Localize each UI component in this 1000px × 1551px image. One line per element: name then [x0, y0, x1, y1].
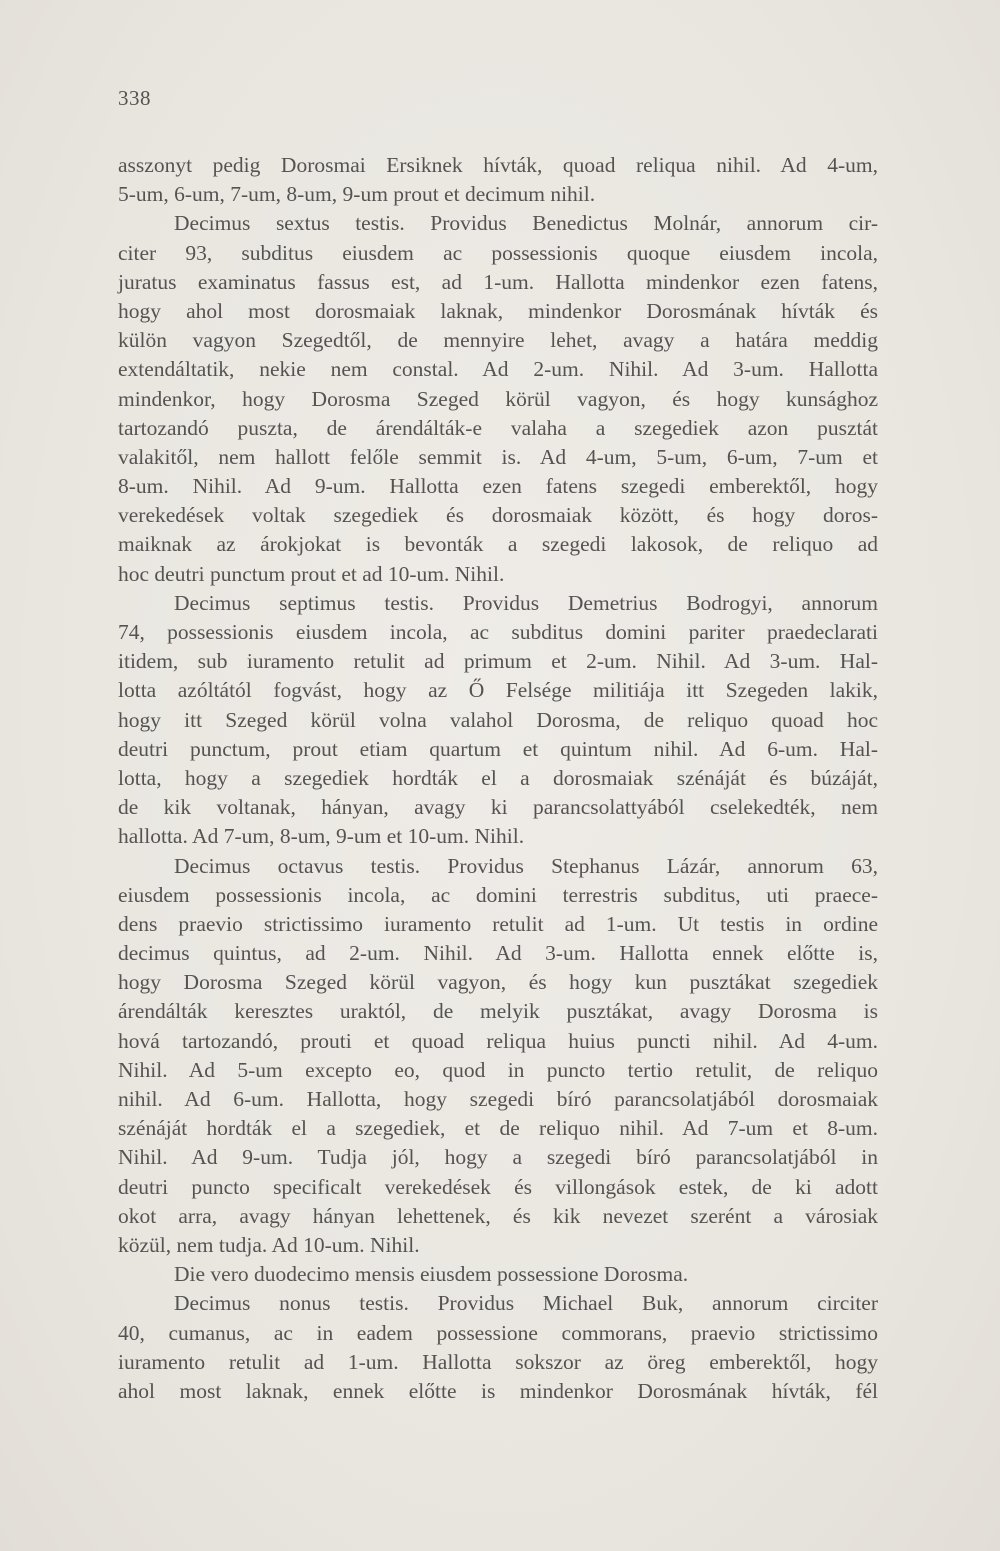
- text-line: verekedések voltak szegediek és dorosmaiak között, és hogy doros-: [118, 503, 878, 528]
- text-line: nihil. Ad 6-um. Hallotta, hogy szegedi bíró parancsolatjából dorosmaiak: [118, 1087, 878, 1111]
- text-line: dens praevio strictissimo iuramento retulit ad 1-um. Ut testis in ordine: [118, 911, 878, 936]
- text-line: szénáját hordták el a szegediek, et de reliquo nihil. Ad 7-um et 8-um.: [118, 1116, 878, 1141]
- text-line: Die vero duodecimo mensis eiusdem possessione Dorosma.: [174, 1262, 689, 1287]
- text-line: citer 93, subditus eiusdem ac possessionis quoque eiusdem incola,: [118, 240, 878, 265]
- text-line: Nihil. Ad 9-um. Tudja jól, hogy a szegedi bíró parancsolatjából in: [118, 1145, 878, 1170]
- text-line: hogy Dorosma Szeged körül vagyon, és hogy kun pusztákat szegediek: [118, 970, 878, 995]
- text-line: 5-um, 6-um, 7-um, 8-um, 9-um prout et decimum nihil.: [118, 182, 596, 207]
- text-line: lotta, hogy a szegediek hordták el a dorosmaiak szénáját és búzáját,: [118, 765, 878, 790]
- text-line: Decimus sextus testis. Providus Benedictus Molnár, annorum cir-: [174, 211, 878, 236]
- text-line: 74, possessionis eiusdem incola, ac subditus domini pariter praedeclarati: [118, 620, 878, 644]
- text-line: Decimus septimus testis. Providus Demetrius Bodrogyi, annorum: [174, 590, 878, 615]
- text-line: deutri puncto specificalt verekedések és villongások estek, de ki adott: [118, 1174, 878, 1199]
- text-line: Decimus nonus testis. Providus Michael Buk, annorum circiter: [174, 1291, 878, 1316]
- text-line: deutri punctum, prout etiam quartum et quintum nihil. Ad 6-um. Hal-: [118, 736, 878, 761]
- text-line: mindenkor, hogy Dorosma Szeged körül vagyon, és hogy kunsághoz: [118, 386, 878, 411]
- text-line: asszonyt pedig Dorosmai Ersiknek hívták, quoad reliqua nihil. Ad 4-um,: [118, 153, 878, 177]
- text-line: Nihil. Ad 5-um excepto eo, quod in puncto tertio retulit, de reliquo: [118, 1057, 878, 1082]
- text-body: [118, 151, 878, 1406]
- text-line: eiusdem possessionis incola, ac domini terrestris subditus, uti praece-: [118, 882, 878, 907]
- text-line: extendáltatik, nekie nem constal. Ad 2-um. Nihil. Ad 3-um. Hallotta: [118, 357, 878, 382]
- text-line: ahol most laknak, ennek előtte is mindenkor Dorosmának hívták, fél: [118, 1378, 878, 1403]
- text-line: juratus examinatus fassus est, ad 1-um. Hallotta mindenkor ezen fatens,: [118, 269, 878, 294]
- page-number: 338: [118, 86, 151, 110]
- text-line: 8-um. Nihil. Ad 9-um. Hallotta ezen fatens szegedi emberektől, hogy: [118, 474, 878, 499]
- text-line: iuramento retulit ad 1-um. Hallotta sokszor az öreg emberektől, hogy: [118, 1349, 878, 1374]
- text-line: itidem, sub iuramento retulit ad primum et 2-um. Nihil. Ad 3-um. Hal-: [118, 649, 878, 674]
- text-line: közül, nem tudja. Ad 10-um. Nihil.: [118, 1232, 420, 1257]
- text-line: hogy ahol most dorosmaiak laknak, mindenkor Dorosmának hívták és: [118, 298, 878, 323]
- text-line: hoc deutri punctum prout et ad 10-um. Nihil.: [118, 561, 505, 586]
- text-line: lotta azóltától fogvást, hogy az Ő Felsége militiája itt Szegeden lakik,: [118, 678, 878, 703]
- text-line: decimus quintus, ad 2-um. Nihil. Ad 3-um. Hallotta ennek előtte is,: [118, 941, 878, 966]
- text-line: valakitől, nem hallott felőle semmit is. Ad 4-um, 5-um, 6-um, 7-um et: [118, 444, 878, 469]
- text-line: de kik voltanak, hányan, avagy ki parancsolattyából cselekedték, nem: [118, 795, 878, 820]
- text-line: hová tartozandó, prouti et quoad reliqua huius puncti nihil. Ad 4-um.: [118, 1028, 878, 1053]
- text-line: külön vagyon Szegedtől, de mennyire lehet, avagy a határa meddig: [118, 328, 878, 353]
- text-line: okot arra, avagy hányan lehettenek, és kik nevezet szerént a városiak: [118, 1203, 878, 1228]
- text-line: hallotta. Ad 7-um, 8-um, 9-um et 10-um. Nihil.: [118, 824, 525, 849]
- text-line: árendálták keresztes uraktól, de melyik pusztákat, avagy Dorosma is: [118, 999, 878, 1024]
- text-line: hogy itt Szeged körül volna valahol Dorosma, de reliquo quoad hoc: [118, 707, 878, 732]
- text-line: maiknak az árokjokat is bevonták a szegedi lakosok, de reliquo ad: [118, 532, 878, 557]
- text-line: 40, cumanus, ac in eadem possessione commorans, praevio strictissimo: [118, 1320, 878, 1345]
- text-line: Decimus octavus testis. Providus Stephanus Lázár, annorum 63,: [174, 853, 878, 878]
- text-line: tartozandó puszta, de árendálták-e valaha a szegediek azon pusztát: [118, 415, 878, 440]
